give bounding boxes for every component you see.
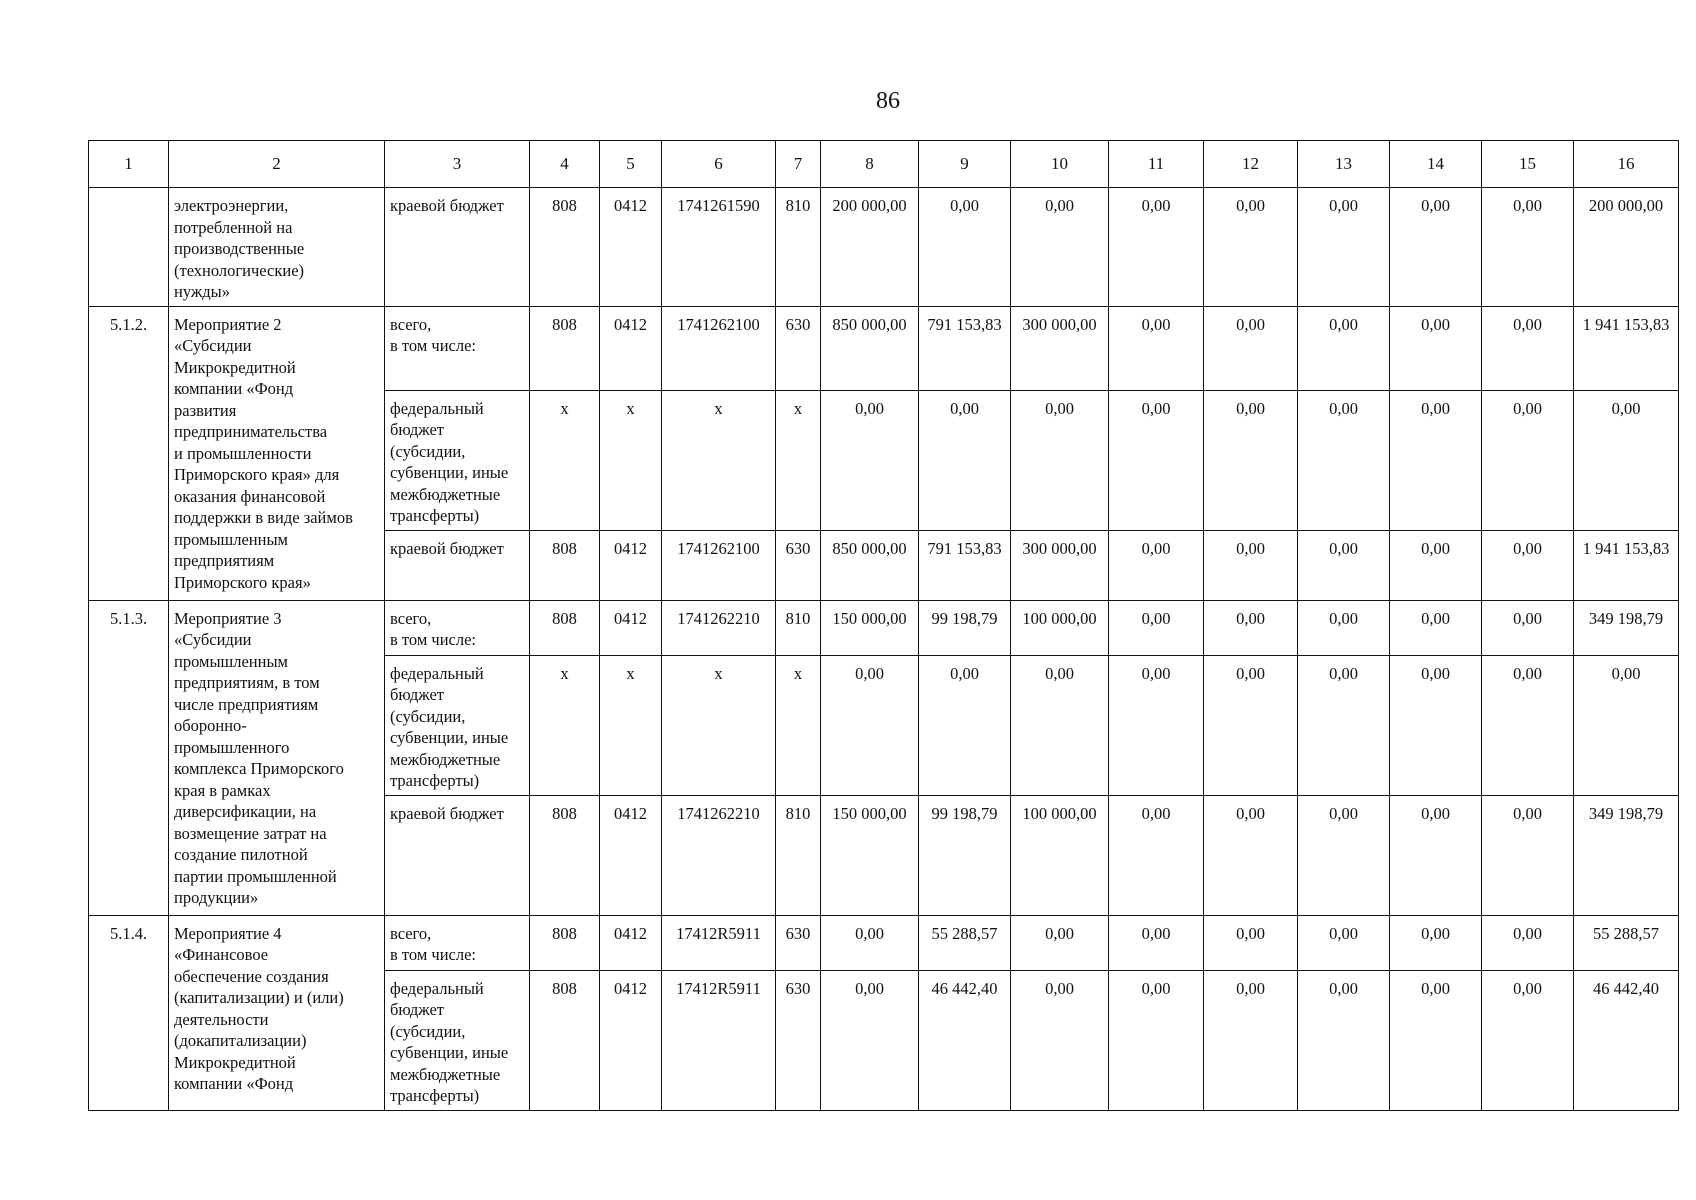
table-cell: 0,00 <box>1204 795 1298 915</box>
table-cell: 46 442,40 <box>1574 970 1679 1110</box>
table-cell: 200 000,00 <box>1574 188 1679 307</box>
table-cell: Мероприятие 4 «Финансовое обеспечение создания (капитализации) и (или) деятельности (докапитализации) Микрокредитной компании «Фонд <box>169 915 385 1110</box>
table-cell: 0,00 <box>1390 306 1482 390</box>
table-cell: 0,00 <box>1204 655 1298 795</box>
table-cell: 0,00 <box>821 915 919 970</box>
table-cell: 0,00 <box>1109 915 1204 970</box>
table-cell: х <box>530 655 600 795</box>
table-cell <box>89 188 169 307</box>
table-cell: 0,00 <box>1390 530 1482 600</box>
table-cell: 0,00 <box>1204 530 1298 600</box>
table-cell: 850 000,00 <box>821 530 919 600</box>
table-row <box>89 306 1679 390</box>
table-cell: х <box>776 655 821 795</box>
table-cell: 0412 <box>600 915 662 970</box>
table-cell: 0,00 <box>1574 655 1679 795</box>
table-cell: 1 941 153,83 <box>1574 306 1679 390</box>
table-cell: 630 <box>776 970 821 1110</box>
header-cell: 2 <box>169 141 385 188</box>
budget-table <box>88 140 1679 1111</box>
table-cell: 0,00 <box>1482 188 1574 307</box>
table-cell: 0412 <box>600 795 662 915</box>
table-cell: 0,00 <box>1109 655 1204 795</box>
header-cell: 1 <box>89 141 169 188</box>
table-cell: 0,00 <box>919 655 1011 795</box>
table-cell: 810 <box>776 188 821 307</box>
header-cell: 15 <box>1482 141 1574 188</box>
table-cell: 0,00 <box>1204 188 1298 307</box>
header-cell: 5 <box>600 141 662 188</box>
table-cell: 0,00 <box>821 390 919 530</box>
table-cell: 791 153,83 <box>919 530 1011 600</box>
table-cell: 0,00 <box>1298 915 1390 970</box>
table-cell: 0,00 <box>1298 795 1390 915</box>
table-cell: 1741262100 <box>662 530 776 600</box>
header-row <box>89 141 1679 188</box>
table-cell: 200 000,00 <box>821 188 919 307</box>
table-cell: 0,00 <box>1298 188 1390 307</box>
table-cell: 850 000,00 <box>821 306 919 390</box>
table-cell: 0412 <box>600 970 662 1110</box>
table-cell: 0,00 <box>1390 795 1482 915</box>
table-cell: 0412 <box>600 188 662 307</box>
table-cell: 300 000,00 <box>1011 306 1109 390</box>
table-cell: х <box>600 655 662 795</box>
table-cell: 0,00 <box>1204 306 1298 390</box>
table-cell: 808 <box>530 306 600 390</box>
table-cell: 0,00 <box>1298 600 1390 655</box>
table-cell: 808 <box>530 600 600 655</box>
table-cell: Мероприятие 2 «Субсидии Микрокредитной компании «Фонд развития предпринимательства и промышленности Приморского края» для оказания финансовой поддержки в виде займов промышленным предприятиям Приморского края» <box>169 306 385 600</box>
table-cell: 0,00 <box>1390 600 1482 655</box>
table-cell: 55 288,57 <box>919 915 1011 970</box>
table-cell: 100 000,00 <box>1011 795 1109 915</box>
table-cell: х <box>776 390 821 530</box>
table-cell: 0,00 <box>1482 915 1574 970</box>
page-number: 86 <box>876 88 900 114</box>
table-cell: 808 <box>530 970 600 1110</box>
table-cell: 0,00 <box>1204 600 1298 655</box>
table-cell: краевой бюджет <box>385 530 530 600</box>
table-cell: 0,00 <box>1298 970 1390 1110</box>
table-cell: 0,00 <box>1390 188 1482 307</box>
table-cell: 0,00 <box>1482 970 1574 1110</box>
table-cell: 808 <box>530 530 600 600</box>
table-cell: 0,00 <box>1574 390 1679 530</box>
table-cell: х <box>530 390 600 530</box>
table-cell: всего, в том числе: <box>385 915 530 970</box>
header-cell: 8 <box>821 141 919 188</box>
table-cell: 0,00 <box>1204 915 1298 970</box>
table-cell: 630 <box>776 915 821 970</box>
table-cell: 0,00 <box>1298 390 1390 530</box>
table-cell: 99 198,79 <box>919 600 1011 655</box>
table-cell: 808 <box>530 795 600 915</box>
table-cell: 1741261590 <box>662 188 776 307</box>
table-cell: 1741262210 <box>662 600 776 655</box>
table-cell: Мероприятие 3 «Субсидии промышленным предприятиям, в том числе предприятиям оборонно- промышленного комплекса Приморского края в рамках диверсификации, на возмещение затрат на создание пилотной партии промышленной продукции» <box>169 600 385 915</box>
table-cell: федеральный бюджет (субсидии, субвенции, иные межбюджетные трансферты) <box>385 655 530 795</box>
table-cell: 0,00 <box>1109 795 1204 915</box>
table-cell: 630 <box>776 530 821 600</box>
table-cell: 150 000,00 <box>821 600 919 655</box>
table-cell: 0,00 <box>1011 915 1109 970</box>
table-cell: 0,00 <box>1390 655 1482 795</box>
table-body <box>89 188 1679 1111</box>
table-cell: 0,00 <box>1011 188 1109 307</box>
header-cell: 13 <box>1298 141 1390 188</box>
table-cell: 0,00 <box>1011 655 1109 795</box>
table-cell: 0,00 <box>1109 306 1204 390</box>
table-cell: 0,00 <box>1482 655 1574 795</box>
header-cell: 16 <box>1574 141 1679 188</box>
table-row <box>89 915 1679 970</box>
table-cell: 0,00 <box>1204 390 1298 530</box>
table-cell: 0412 <box>600 530 662 600</box>
header-cell: 9 <box>919 141 1011 188</box>
header-cell: 6 <box>662 141 776 188</box>
table-cell: 0,00 <box>1011 970 1109 1110</box>
header-cell: 12 <box>1204 141 1298 188</box>
table-cell: краевой бюджет <box>385 795 530 915</box>
table-cell: 349 198,79 <box>1574 600 1679 655</box>
table-cell: 1741262100 <box>662 306 776 390</box>
table-cell: 0,00 <box>1482 530 1574 600</box>
table-cell: 0,00 <box>1482 390 1574 530</box>
table-cell: 1741262210 <box>662 795 776 915</box>
table-cell: 808 <box>530 915 600 970</box>
table-cell: 0,00 <box>1390 970 1482 1110</box>
table-cell: 0,00 <box>1298 306 1390 390</box>
table-row <box>89 188 1679 307</box>
table-cell: 0,00 <box>1109 390 1204 530</box>
table-cell: 810 <box>776 600 821 655</box>
table-cell: 0,00 <box>1109 600 1204 655</box>
table-cell: 5.1.3. <box>89 600 169 915</box>
table-cell: 1 941 153,83 <box>1574 530 1679 600</box>
header-cell: 3 <box>385 141 530 188</box>
table-cell: 46 442,40 <box>919 970 1011 1110</box>
table-cell: 0,00 <box>1390 390 1482 530</box>
table-cell: 17412R5911 <box>662 915 776 970</box>
table-cell: 0,00 <box>1390 915 1482 970</box>
table-cell: 630 <box>776 306 821 390</box>
table-cell: 0,00 <box>1204 970 1298 1110</box>
table-cell: 5.1.4. <box>89 915 169 1110</box>
table-cell: 0412 <box>600 306 662 390</box>
table-cell: федеральный бюджет (субсидии, субвенции, иные межбюджетные трансферты) <box>385 390 530 530</box>
table-cell: 810 <box>776 795 821 915</box>
header-cell: 4 <box>530 141 600 188</box>
table-cell: всего, в том числе: <box>385 600 530 655</box>
table-cell: электроэнергии, потребленной на производственные (технологические) нужды» <box>169 188 385 307</box>
table-cell: 0,00 <box>1482 600 1574 655</box>
table-cell: 100 000,00 <box>1011 600 1109 655</box>
table-cell: 0,00 <box>1298 655 1390 795</box>
table-cell: 0,00 <box>1109 530 1204 600</box>
table-cell: х <box>600 390 662 530</box>
table-cell: 55 288,57 <box>1574 915 1679 970</box>
table-cell: всего, в том числе: <box>385 306 530 390</box>
table-cell: 0,00 <box>1482 795 1574 915</box>
table-cell: х <box>662 655 776 795</box>
table-cell: 0,00 <box>821 970 919 1110</box>
table-cell: 0,00 <box>1109 188 1204 307</box>
table-cell: 808 <box>530 188 600 307</box>
table-cell: 791 153,83 <box>919 306 1011 390</box>
table-cell: 0,00 <box>1482 306 1574 390</box>
table-cell: 0412 <box>600 600 662 655</box>
table-cell: 5.1.2. <box>89 306 169 600</box>
table-cell: 17412R5911 <box>662 970 776 1110</box>
table-cell: федеральный бюджет (субсидии, субвенции, иные межбюджетные трансферты) <box>385 970 530 1110</box>
header-cell: 7 <box>776 141 821 188</box>
table-cell: 150 000,00 <box>821 795 919 915</box>
table-cell: краевой бюджет <box>385 188 530 307</box>
header-cell: 11 <box>1109 141 1204 188</box>
table-cell: 300 000,00 <box>1011 530 1109 600</box>
table-cell: 0,00 <box>1298 530 1390 600</box>
table-header <box>89 141 1679 188</box>
table-cell: 99 198,79 <box>919 795 1011 915</box>
table-cell: 0,00 <box>919 390 1011 530</box>
table-cell: 0,00 <box>1011 390 1109 530</box>
table-cell: 0,00 <box>1109 970 1204 1110</box>
table-cell: 0,00 <box>919 188 1011 307</box>
header-cell: 14 <box>1390 141 1482 188</box>
header-cell: 10 <box>1011 141 1109 188</box>
table-cell: 0,00 <box>821 655 919 795</box>
table-cell: 349 198,79 <box>1574 795 1679 915</box>
table-cell: х <box>662 390 776 530</box>
table-row <box>89 600 1679 655</box>
